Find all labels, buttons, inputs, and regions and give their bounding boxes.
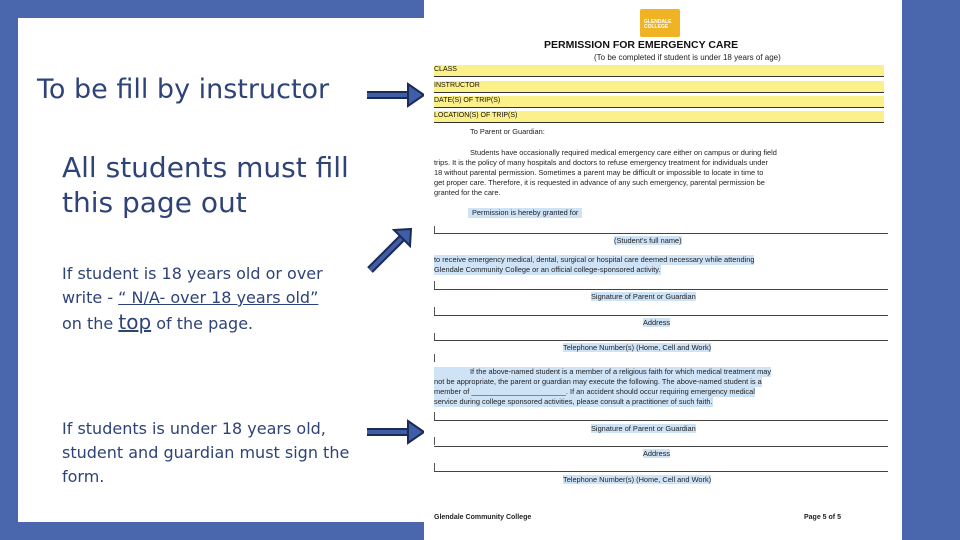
address-label: Address bbox=[643, 318, 671, 327]
form-page bbox=[424, 0, 902, 540]
form-subtitle: (To be completed if student is under 18 years of age) bbox=[594, 53, 781, 62]
all-students-note: All students must fill this page out bbox=[62, 151, 349, 219]
over18-line1: If student is 18 years old or over bbox=[62, 264, 323, 283]
religious-line-3: member of _______________________. If an accident should occur requiring emergency medical bbox=[434, 387, 755, 396]
over18-line3-post: of the page. bbox=[151, 314, 254, 333]
under18-note: If students is under 18 years old, student and guardian must sign the form. bbox=[62, 419, 350, 486]
guardian-address-label: Address bbox=[643, 449, 671, 458]
student-name-line[interactable] bbox=[434, 233, 888, 234]
class-field[interactable]: CLASS bbox=[434, 65, 884, 77]
policy-line-3: 18 without parental permission. Sometimes a parent may be difficult or impossible to locate in time to bbox=[434, 168, 764, 177]
policy-line-2: trips. It is the policy of many hospitals and doctors to refuse emergency treatment for individuals under bbox=[434, 158, 768, 167]
guardian-telephone-line[interactable] bbox=[434, 471, 888, 472]
address-line[interactable] bbox=[434, 315, 888, 316]
arrow-up-right-icon bbox=[364, 226, 414, 276]
top-word: top bbox=[118, 310, 152, 334]
over18-line3-pre: on the bbox=[62, 314, 119, 333]
trip-date-field[interactable]: DATE(S) OF TRIP(S) bbox=[434, 96, 884, 108]
policy-line-5: granted for the care. bbox=[434, 188, 501, 197]
instructor-note: To be fill by instructor bbox=[37, 74, 330, 105]
policy-line-4: get proper care. Therefore, it is requested in advance of any such emergency, parental permission be bbox=[434, 178, 765, 187]
college-logo: GLENDALE COLLEGE bbox=[640, 9, 680, 37]
permission-label: Permission is hereby granted for bbox=[468, 208, 582, 218]
policy-line-1: Students have occasionally required medical emergency care either on campus or during field bbox=[470, 148, 777, 157]
parent-signature-label: Signature of Parent or Guardian bbox=[591, 292, 696, 301]
form-title: PERMISSION FOR EMERGENCY CARE bbox=[544, 39, 739, 51]
arrow-right-icon bbox=[364, 419, 426, 445]
parent-signature-line[interactable] bbox=[434, 289, 888, 290]
guardian-address-line[interactable] bbox=[434, 446, 888, 447]
footer-college: Glendale Community College bbox=[434, 514, 532, 521]
receive-line-1: to receive emergency medical, dental, surgical or hospital care deemed necessary while attending bbox=[434, 255, 755, 264]
telephone-label: Telephone Number(s) (Home, Cell and Work) bbox=[563, 343, 712, 352]
guardian-signature-label: Signature of Parent or Guardian bbox=[591, 424, 696, 433]
telephone-line[interactable] bbox=[434, 340, 888, 341]
over18-line2-pre: write - bbox=[62, 288, 119, 307]
footer-page: Page 5 of 5 bbox=[804, 514, 841, 521]
receive-line-2: Glendale Community College or an official college-sponsored activity. bbox=[434, 265, 661, 274]
student-name-label: (Student's full name) bbox=[614, 236, 682, 245]
religious-line-4: service during college sponsored activities, please consult a practitioner of such faith. bbox=[434, 397, 713, 406]
salutation: To Parent or Guardian: bbox=[470, 127, 545, 136]
na-text: “ N/A- over 18 years old” bbox=[118, 288, 319, 307]
instructor-field[interactable]: INSTRUCTOR bbox=[434, 81, 884, 93]
guardian-signature-line[interactable] bbox=[434, 420, 888, 421]
guardian-telephone-label: Telephone Number(s) (Home, Cell and Work) bbox=[563, 475, 712, 484]
religious-line-1: If the above-named student is a member of a religious faith for which medical treatment may bbox=[434, 367, 771, 377]
over18-note bbox=[62, 262, 382, 336]
trip-location-field[interactable]: LOCATION(S) OF TRIP(S) bbox=[434, 111, 884, 123]
religious-line-2: not be appropriate, the parent or guardian may execute the following. The above-named student is a bbox=[434, 377, 762, 386]
arrow-right-icon bbox=[364, 82, 426, 108]
